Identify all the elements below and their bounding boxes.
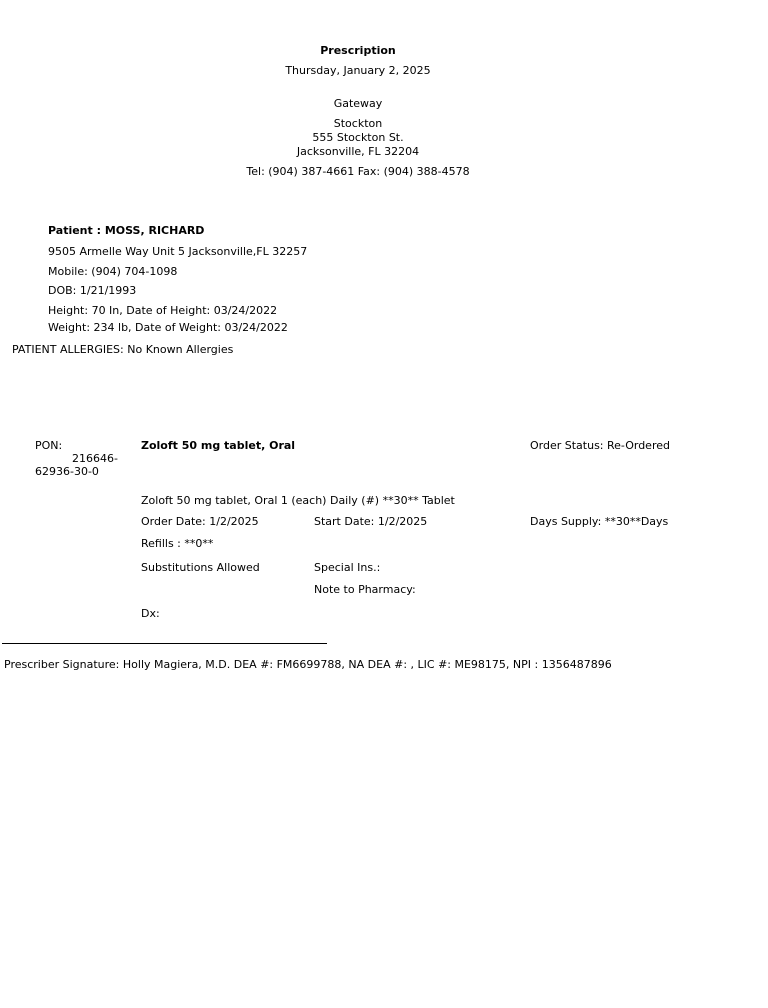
patient-allergies: PATIENT ALLERGIES: No Known Allergies <box>12 343 234 356</box>
patient-address: 9505 Armelle Way Unit 5 Jacksonville,FL 32257 <box>48 245 308 258</box>
patient-name: Patient : MOSS, RICHARD <box>48 224 205 237</box>
document-title: Prescription <box>320 44 396 57</box>
patient-height: Height: 70 In, Date of Height: 03/24/2022 <box>48 304 278 317</box>
drug-sig: Zoloft 50 mg tablet, Oral 1 (each) Daily (#) **30** Tablet <box>141 494 455 507</box>
pon-value: 216646- 62936-30-0 <box>35 452 118 478</box>
organization-name: Gateway <box>333 97 383 110</box>
refills: Refills : **0** <box>141 537 214 550</box>
prescriber-signature: Prescriber Signature: Holly Magiera, M.D. DEA #: FM6699788, NA DEA #: , LIC #: ME98175, NPI : 1356487896 <box>4 658 612 671</box>
diagnosis: Dx: <box>141 607 160 620</box>
pon-label: PON: <box>35 439 63 452</box>
start-date: Start Date: 1/2/2025 <box>314 515 428 528</box>
patient-dob: DOB: 1/21/1993 <box>48 284 137 297</box>
document-date: Thursday, January 2, 2025 <box>285 64 431 77</box>
note-to-pharmacy: Note to Pharmacy: <box>314 583 416 596</box>
days-supply: Days Supply: **30**Days <box>530 515 669 528</box>
location-name: Stockton <box>333 117 383 130</box>
address-line-1: 555 Stockton St. <box>312 131 404 144</box>
order-date: Order Date: 1/2/2025 <box>141 515 259 528</box>
pon-value-wrap <box>35 439 118 491</box>
patient-mobile: Mobile: (904) 704-1098 <box>48 265 178 278</box>
substitutions: Substitutions Allowed <box>141 561 260 574</box>
phone-fax: Tel: (904) 387-4661 Fax: (904) 388-4578 <box>246 165 470 178</box>
drug-title: Zoloft 50 mg tablet, Oral <box>141 439 296 452</box>
patient-weight: Weight: 234 lb, Date of Weight: 03/24/2022 <box>48 321 288 334</box>
order-status: Order Status: Re-Ordered <box>530 439 670 452</box>
signature-line <box>2 643 327 644</box>
address-line-2: Jacksonville, FL 32204 <box>296 145 420 158</box>
special-instructions: Special Ins.: <box>314 561 381 574</box>
